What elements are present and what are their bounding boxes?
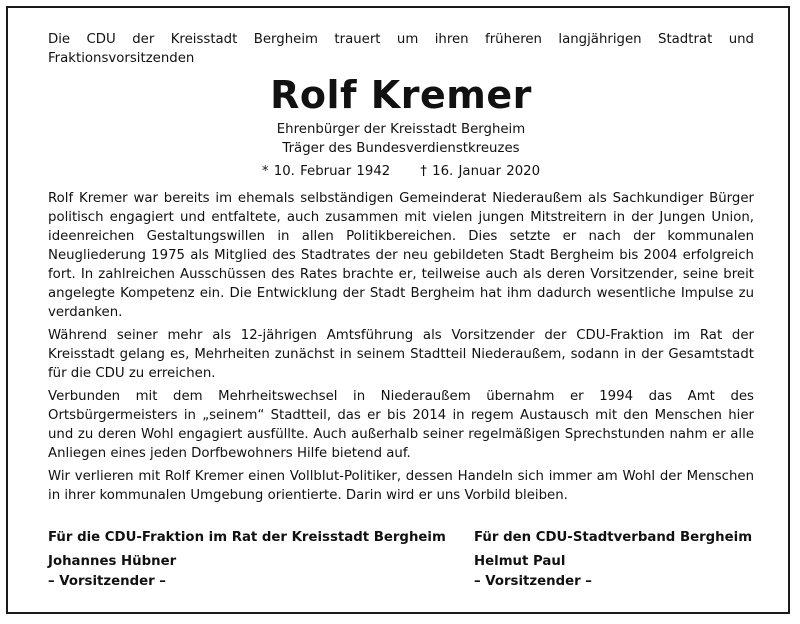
signature-person: Johannes Hübner [48,554,177,569]
title-line: Träger des Bundesverdienstkreuzes [282,141,520,156]
signature-right [474,528,752,592]
birth-date: * 10. Februar 1942 [261,164,391,179]
death-date: † 16. Januar 2020 [420,164,541,179]
intro-text: Die CDU der Kreisstadt Bergheim trauert um ihren früheren langjährigen Stadtrat und Fraktionsvorsitzenden [48,32,754,66]
body-paragraph: Während seiner mehr als 12-jährigen Amtsführung als Vorsitzender der CDU-Fraktion im Rat der Kreisstadt gelang es, Mehrheiten zunächst in seinem Stadtteil Niederaußem, sodann in der Gesamtstadt für die CDU zu erreichen. [48,328,754,381]
life-dates [48,162,754,181]
honorary-titles [48,120,754,158]
signature-role: – Vorsitzender – [474,574,592,589]
signature-organization: Für den CDU-Stadtverband Bergheim [474,530,753,545]
deceased-name: Rolf Kremer [270,73,532,117]
signature-role: – Vorsitzender – [48,574,166,589]
obituary-content [48,30,754,509]
signature-person: Helmut Paul [474,554,566,569]
body-paragraph: Verbunden mit dem Mehrheitswechsel in Niederaußem übernahm er 1994 das Amt des Ortsbürgermeisters in „seinem“ Stadtteil, das er bis 2014 in regem Austausch mit den Menschen hier und zu deren Wohl engagiert ausfüllte. Auch außerhalb seiner regelmäßigen Sprechstunden nahm er alle Anliegen eines jeden Dorfbewohners Hilfe bietend auf. [48,389,754,461]
obituary-body [48,189,754,505]
signature-organization: Für die CDU-Fraktion im Rat der Kreisstadt Bergheim [48,530,446,545]
body-paragraph: Wir verlieren mit Rolf Kremer einen Vollblut-Politiker, dessen Handeln sich immer am Wohl der Menschen in ihrer kommunalen Umgebung orientierte. Darin wird er uns Vorbild bleiben. [48,469,754,503]
body-paragraph: Rolf Kremer war bereits im ehemals selbständigen Gemeinderat Niederaußem als Sachkundiger Bürger politisch engagiert und entfaltete, auch zusammen mit vielen jungen Mitstreitern in der Jungen Union, ideenreichen Gestaltungswillen in allen Politikbereichen. Dies setzte er nach der kommunalen Neugliederung 1975 als Mitglied des Stadtrates der neu gebildeten Stadt Bergheim bis 2004 erfolgreich fort. In zahlreichen Ausschüssen des Rates brachte er, teilweise auch als deren Vorsitzender, seine breit angelegte Kompetenz ein. Die Entwicklung der Stadt Bergheim hat ihm dadurch wesentliche Impulse zu verdanken. [48,191,754,320]
title-line: Ehrenbürger der Kreisstadt Bergheim [276,122,526,137]
signature-left [48,528,446,592]
